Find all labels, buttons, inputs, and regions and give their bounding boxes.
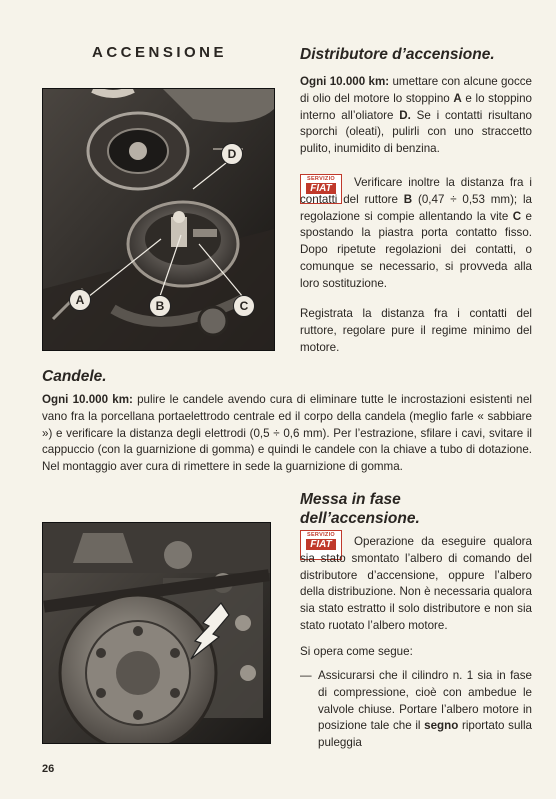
label-C: C	[233, 295, 255, 317]
ref-A: A	[453, 91, 462, 105]
ref-B: B	[403, 192, 413, 206]
ref-D: D.	[399, 108, 411, 122]
text: pulire le candele avendo cura di eliminare tutte le incrostazioni esistenti nel vano fra la porcellana portaelettrodo centrale ed il corpo della candela (meglio farle « sabbiare ») e verificare la distanza degli elettrodi (0,5 ÷ 0,6 mm). Per l’estrazione, sfilare i cavi, svitare il cappuccio (con la guarnizione di gomma) e quindi le candele con la chiave a tubo di dotazione. Nel montaggio aver cura di rimettere in sede la guarnizione di gomma.	[42, 393, 532, 474]
logo-top-text: SERVIZIO	[307, 532, 335, 538]
text: e spostando la piastra porta contatto fisso. Dopo ripetute regolazioni dei contatti, o comunque se necessario, si provveda alla loro sostituzione.	[300, 209, 533, 290]
logo-bottom-text: FIAT	[306, 183, 335, 194]
text: Verificare inoltre la distanza fra i contatti del ruttore	[300, 176, 532, 206]
section-header: ACCENSIONE	[92, 44, 228, 61]
messa-list-item-1	[300, 668, 532, 752]
list-dash: —	[300, 669, 312, 682]
distributor-paragraph-1	[300, 74, 532, 158]
label-B: B	[149, 295, 171, 317]
messa-paragraph-1: Operazione da eseguire qualora sia stato smontato l’albero di comando del distributore d’accensione, oppure l’albero della distribuzione. Non è necessaria qualora sia stato estratto il solo distributore e non sia stato ruotato l’albero motore.	[300, 535, 532, 632]
engine-photo	[42, 522, 271, 744]
label-A: A	[69, 289, 91, 311]
text: Se i contatti risultano sporchi (oleati), pulirli con uno straccetto pulito, inumidito di benzina.	[300, 108, 532, 156]
messa-paragraph-2: Si opera come segue:	[300, 645, 413, 658]
distributor-title: Distributore d’accensione.	[300, 46, 495, 63]
messa-title	[300, 490, 420, 528]
segno-bold: segno	[424, 719, 459, 733]
list-item-text	[318, 668, 532, 752]
ref-C: C	[512, 209, 522, 223]
messa-title-line-2: dell’accensione.	[300, 510, 420, 527]
interval-bold: Ogni 10.000 km:	[42, 393, 133, 406]
distributor-paragraph-2	[300, 175, 532, 293]
candele-paragraph	[42, 392, 532, 476]
engine-illustration	[43, 523, 270, 743]
text: umettare con alcune gocce di olio del motore lo stoppino	[300, 75, 532, 105]
text: Assicurarsi che il cilindro n. 1 sia in fase di compressione, cioè con ambedue le valvole chiuse. Portare l’albero motore in posizione tale che il	[318, 669, 532, 733]
distributor-paragraph-3: Registrata la distanza fra i contatti del ruttore, regolare pure il regime minimo del motore.	[300, 307, 532, 354]
messa-title-line-1: Messa in fase	[300, 491, 401, 508]
text: e lo stoppino interno all’oliatore	[300, 91, 532, 122]
distributor-photo	[42, 88, 275, 351]
candele-title: Candele.	[42, 368, 107, 385]
logo-top-text: SERVIZIO	[307, 176, 335, 182]
logo-bottom-text: FIAT	[306, 539, 335, 550]
label-D: D	[221, 143, 243, 165]
text: (0,47 ÷ 0,53 mm); la regolazione si compie allentando la vite	[300, 192, 532, 223]
text: riportato sulla puleggia	[318, 719, 532, 750]
page-number: 26	[42, 763, 55, 775]
interval-bold: Ogni 10.000 km:	[300, 75, 390, 88]
